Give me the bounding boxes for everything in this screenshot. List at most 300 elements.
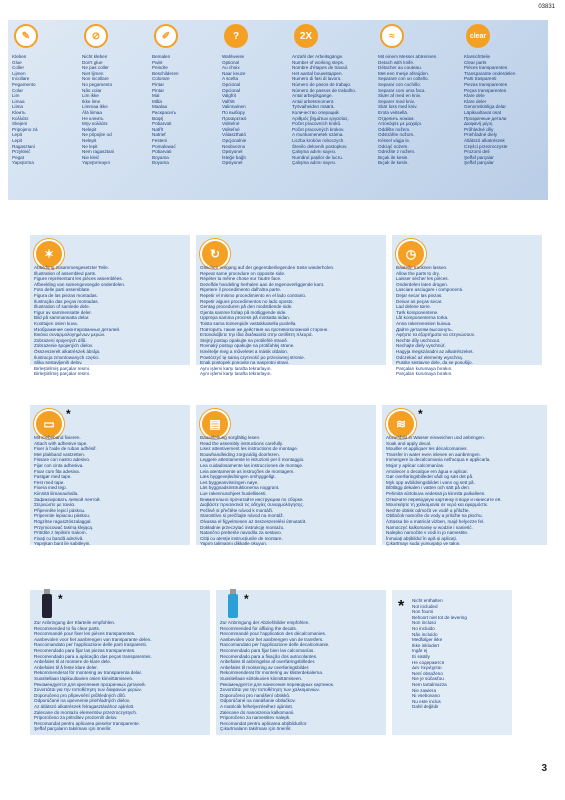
instruction-line: Διαβάστε προσεκτικά τις οδηγίες συναρμολόγησης. — [200, 502, 304, 508]
asterisk-icon: * — [398, 598, 405, 615]
instruction-line: Odporúčané na nanášanie obtlačkov. — [220, 698, 296, 704]
instruction-line: Επαναλάβετε την ίδια διαδικασία στην αντίθετη πλευρά. — [200, 332, 313, 338]
instruction-line: A matricák felhelyezéséhez ajánlott. — [220, 703, 294, 709]
legend-clear — [462, 20, 546, 200]
instruction-line: Εικόνα συναρμολογημένων μερών. — [34, 332, 106, 338]
instruction-line: Não colar — [82, 87, 102, 93]
instruction-line: Abziehbild in Wasser einweichen und anbringen. — [386, 435, 485, 440]
instruction-line: Bouwhandleiding zorgvuldig doorlezen. — [200, 451, 280, 457]
instruction-line: Recomendado para a fixação dos autocolantes. — [220, 653, 318, 659]
instruction-line: Neobvezno — [222, 143, 246, 149]
instruction-line: Naar keuze — [222, 70, 246, 76]
instruction-line: Leia atentamente as instruções de montagem. — [200, 468, 295, 474]
instruction-line: Met een mesje afsnijden. — [378, 70, 430, 76]
instruction-line: Lisez attentivement les instructions de montage. — [200, 446, 299, 452]
instruction-line: Afbeelding van samengevoegde onderdelen. — [34, 281, 126, 287]
instruction-line: Paint — [152, 59, 163, 65]
instruction-line: Αποκόψτε με μαχαίρι. — [378, 121, 423, 127]
instruction-line: Glue — [12, 59, 22, 65]
glue-tube-icon — [42, 594, 52, 618]
block-water-decal — [382, 405, 547, 545]
instruction-line: Recomendado para fijar las piezas transparentes. — [34, 647, 136, 653]
instruction-line: Az átlátszó alkatrészek felragasztásához ajánlott. — [34, 703, 135, 709]
instruction-line: Συνιστάται για την τοποθέτηση των διαφανών μερών. — [34, 687, 143, 693]
instruction-line: Maalaa — [152, 104, 168, 110]
instruction-line: Natančno preberite navodila za sestavo. — [200, 530, 282, 536]
instruction-line: Klarsichtteile — [464, 54, 491, 59]
instruction-line: Отмочите переводную картинку в воде и нанесите её. — [386, 496, 502, 502]
instruction-line: Części przezroczyste — [464, 143, 508, 149]
instruction-line: Çıkartmayı suda yumuşatıp ve takın. — [386, 541, 461, 547]
instruction-line: Zur Anbringung der Klarteile empfohlen. — [34, 620, 116, 625]
instruction-line: Μουσκέψτε τη χαλκομανία σε νερό και εφαρμόστε. — [386, 502, 489, 508]
block-not-included — [392, 590, 512, 735]
instruction-line: Választható — [222, 132, 247, 138]
instruction-line: Bıçak ile kesin. — [378, 160, 409, 166]
instruction-line: Skär loss med kniv. — [378, 104, 418, 110]
instruction-line: Läpikuultavat osat — [464, 109, 502, 115]
instruction-line: Aynı işlemi karşı tarafta tekrarlayın. — [200, 365, 272, 371]
instruction-line: Gør overføringsbilledet vådt og sæt det på. — [386, 474, 474, 480]
instruction-line: Zur Anbringung der Abziehbilder empfohlen. — [220, 620, 310, 625]
instruction-line: Изображение смонтированных деталей. — [34, 326, 121, 332]
instruction-line: Fastgør med tape. — [34, 474, 72, 480]
instruction-line: Liczba kroków roboczych. — [292, 137, 345, 143]
page-number: 3 — [541, 763, 547, 774]
instruction-line: Repeat same procedure on opposite side. — [200, 270, 286, 276]
instruction-line: Não incluído — [412, 631, 438, 637]
instruction-line: Μην κολλάτε — [82, 121, 108, 127]
asterisk-icon: * — [244, 592, 249, 606]
instruction-line: A munkamenetek száma. — [292, 132, 344, 138]
instruction-line: Lepit — [12, 132, 22, 138]
legend-optional — [220, 20, 287, 200]
instruction-line: Obtlačok namočte do vody a priložte na plochu. — [386, 513, 483, 519]
asterisk-icon: * — [66, 407, 71, 421]
instruction-line: Número de pasos de trabajo. — [292, 81, 352, 87]
instruction-line: Lim ikke — [82, 93, 99, 99]
instruction-line: Amolecer o decalque em água e aplicar. — [386, 468, 468, 474]
instruction-line: Anbefales til anbringelse af overføringsbilleder. — [220, 659, 316, 665]
instruction-line: Klare dele — [464, 93, 485, 99]
legend-paint — [150, 20, 217, 200]
instruction-line: Bauteile trocknen lassen. — [396, 265, 448, 270]
no-glue-icon: ⊘ — [84, 24, 108, 48]
block-decal-fluid — [216, 590, 386, 735]
instruction-line: Numero di fasi di lavoro. — [292, 76, 342, 82]
instruction-line: Βαφή — [152, 115, 164, 121]
instruction-line: Blötlägg dekalen i vatten och sätt på den. — [386, 485, 471, 491]
instruction-line: Limmaa ikke — [82, 104, 108, 110]
instruction-line: Priporočeno za pritrditev prozornih delov. — [34, 715, 118, 721]
instruction-line: Zalecane do nanoszenia kalkomanii. — [220, 709, 295, 715]
instruction-line: Anbefales til å feste klare deler. — [34, 664, 98, 670]
instruction-line: Olvassa el figyelmesen az összeszerelési útmutatót. — [200, 518, 307, 524]
instruction-line: Niet lijmen — [82, 70, 104, 76]
instruction-line: Starostlivo si prečítajte návod na montáž. — [200, 513, 285, 519]
instruction-line: Aynı işlemi karşı tarafta tekrarlayın. — [200, 371, 272, 377]
instruction-line: Volitelné — [222, 121, 240, 127]
instruction-line: Не клеить — [82, 115, 104, 121]
instruction-line: Figur av sammensatte deler. — [34, 309, 92, 315]
instruction-line: Raccomandato per l'applicazione delle decalcomanie. — [220, 642, 330, 648]
instruction-line: Bıçak ile kesin. — [378, 154, 409, 160]
instruction-line: Anbefales til at montere de klare dele. — [34, 659, 112, 665]
instruction-line: Nechte obtisk odmočit ve vodě a přiložte. — [386, 507, 470, 513]
instruction-line: Parti trasparenti — [464, 76, 497, 82]
instruction-line: Yapıştırmayın — [82, 160, 110, 166]
instruction-line: Colorare — [152, 76, 170, 82]
instruction-line: Ilustração das peças montadas. — [34, 298, 99, 304]
instruction-line: Pobarvati — [152, 121, 172, 127]
instruction-line: Počet pracovních kroků. — [292, 121, 342, 127]
instruction-line: Repetir el mismo procedimiento en el lado contrario. — [200, 292, 307, 298]
instruction-line: Piezas transparentes — [464, 81, 508, 87]
instruction-line: Illustration of assembled parts. — [34, 270, 97, 276]
instruction-line: Ne pripojite od — [82, 132, 112, 138]
instruction-line: Ikke lime — [82, 98, 101, 104]
instruction-line: Número de passos de trabalho. — [292, 87, 357, 93]
instruction-line: Detach with knife. — [378, 59, 415, 65]
instruction-line: Rögzítse ragasztószalaggal. — [34, 518, 92, 524]
instruction-line: Figure représentant les pièces assemblées. — [34, 276, 123, 282]
instruction-line: Klare deler — [464, 98, 487, 104]
instruction-line: Anbefales til montering av overføringsbilder. — [220, 664, 310, 670]
instruction-line: Nu este inclus — [412, 698, 441, 704]
instruction-line: Birleştirilmiş parçalar resmi. — [34, 371, 91, 377]
asterisk-icon: * — [418, 407, 423, 421]
instruction-line: Kiinnitä liimanauhalla. — [34, 490, 79, 496]
instruction-line: Met plakband vastzetten. — [34, 451, 86, 457]
instruction-line: Détacher au couteau. — [378, 65, 422, 71]
instruction-line: Voliteľné — [222, 126, 240, 132]
instruction-line: Κολλάτε — [12, 115, 29, 121]
instruction-line: Průhledné díly — [464, 126, 494, 132]
instruction-line: Recomendado para a aplicação das peças transparentes. — [34, 653, 152, 659]
instruction-line: Nechte díly uschnout. — [396, 337, 441, 343]
instruction-line: Pustite sestavne dele, da se posušijo. — [396, 360, 473, 366]
glue-icon: ✎ — [14, 24, 38, 48]
block-repeat-side — [196, 235, 386, 377]
instruction-line: Lue rakennusohjeet huolellisesti. — [200, 490, 267, 496]
instruction-line: По выбору — [222, 109, 245, 115]
instruction-line: Namoczyć kalkomanię w wodzie i nanieść. — [386, 524, 473, 530]
block-assembly — [30, 235, 190, 377]
instruction-line: Przykleić — [12, 149, 31, 155]
instruction-line: Počet pracovných krokov. — [292, 126, 345, 132]
instruction-line: Fixar com fita adesiva. — [34, 468, 80, 474]
instruction-line: Pripojeno zá — [12, 126, 38, 132]
instruction-line: Festeni — [152, 137, 168, 143]
instruction-line: Nechajte diely vyschnúť. — [396, 343, 446, 349]
instruction-line: Behoort niet tot de levering — [412, 614, 467, 620]
instruction-line: Ikke inkludert — [412, 642, 440, 648]
instruction-line: Myk opp avbildningsbildet i vann og sett på. — [386, 479, 475, 485]
instruction-line: Opsiyonel — [222, 160, 243, 166]
instruction-line: Genomskinliga delar — [464, 104, 506, 110]
paint-icon: ✐ — [154, 24, 178, 48]
instruction-line: Read the assembly instructions carefully. — [200, 440, 284, 446]
instruction-line: Onderdelen laten drogen. — [396, 281, 449, 287]
instruction-line: Pegamento — [12, 81, 36, 87]
instruction-line: Skær af med en kniv. — [378, 93, 422, 99]
instruction-line: Attach with adhesive tape. — [34, 440, 88, 446]
instruction-line: Recommended to fix clear parts. — [34, 625, 101, 631]
instruction-line: Separare con un coltello. — [378, 76, 429, 82]
instruction-line: Nicht enthalten — [412, 598, 443, 603]
block-instructions — [196, 405, 376, 545]
instruction-line: Ei sisälly — [412, 653, 430, 659]
instruction-line: Suositellaan läpikuultavien osien kiinnittämiseen. — [34, 675, 134, 681]
instruction-line: Διαφανή μέρη — [464, 121, 493, 127]
instruction-line: Laisser sécher les pièces. — [396, 276, 449, 282]
instruction-line: Recommandé pour l'application des décalcomanies. — [220, 631, 327, 637]
instruction-line: Aanbevolen voor het aanbrengen van transparante delen. — [34, 636, 152, 642]
instruction-line: Liima — [12, 104, 23, 110]
instruction-line: Nelepit — [82, 126, 97, 132]
instruction-line: Hagyja megszáradni az alkatrészeket. — [396, 348, 474, 354]
instruction-line: Pečlivě si přečtěte návod k montáži. — [200, 507, 274, 513]
instruction-line: Şeffaf parçaların takılması için önerilir. — [34, 726, 112, 732]
instruction-line: Älä liimaa — [82, 109, 102, 115]
instruction-line: Beschilderen — [152, 70, 179, 76]
instruction-line: Oddělte nožem. — [378, 126, 411, 132]
instruction-line: Separer med kniv. — [378, 98, 415, 104]
instruction-line: Raccomandato per l'applicazione delle parti trasparenti. — [34, 642, 147, 648]
instruction-line: Antal arbetsmoment. — [292, 98, 335, 104]
instruction-line: Lim — [12, 93, 20, 99]
instruction-line: Δεν περιέχεται — [412, 665, 442, 671]
instruction-line: Στερεώστε με ταινία. — [34, 502, 76, 508]
instruction-line: Gentag proceduren på den modstående side. — [200, 304, 293, 310]
clock-icon: ◷ — [396, 239, 426, 269]
repeat-icon: 2X — [294, 24, 318, 48]
legend-decal — [376, 20, 456, 200]
instruction-line: No pegamento — [82, 81, 113, 87]
instruction-line: Ingår ej — [412, 648, 428, 654]
instruction-line: Lijmen — [12, 70, 26, 76]
instruction-line: Şeffaf parçalar — [464, 154, 494, 160]
instruction-line: Non incollare — [82, 76, 109, 82]
instruction-line: Aanbevolen voor het aanbrengen van de transfers. — [220, 636, 324, 642]
instruction-line: Повторить такие же действия на противоположной стороне. — [200, 326, 329, 332]
instruction-line: Yapışkan bant ile sabitleyin. — [34, 541, 91, 547]
instruction-line: Doporučeno pro nanášení obtisků. — [220, 692, 291, 698]
instruction-line: Przymocować taśmą klejącą. — [34, 524, 94, 530]
instruction-line: Bemalen — [152, 54, 171, 59]
instruction-line: Au choix — [222, 65, 240, 71]
instruction-line: Coller — [12, 65, 24, 71]
instruction-line: Numărul pașilor de lucru. — [292, 154, 344, 160]
optional-icon: ? — [224, 24, 248, 48]
instruction-line: Slika sestavljenih delov. — [34, 360, 83, 366]
instruction-line: Pobarvati — [152, 149, 172, 155]
instruction-line: Odrežite z nožem. — [378, 149, 416, 155]
instruction-line: Αφήστε τα εξαρτήματα να στεγνώσουν. — [396, 332, 476, 338]
instruction-line: Înmuiați abțibildul în apă și aplicați. — [386, 535, 457, 541]
instruction-line: Erota veitsellä. — [378, 109, 409, 115]
asterisk-icon: * — [58, 592, 63, 606]
instruction-line: Dejar secar las piezas. — [396, 292, 443, 298]
instruction-line: Recomandat pentru aplicarea abțibildurilor. — [220, 720, 308, 726]
instruction-line: Bild på sammansatta delar. — [34, 315, 90, 321]
instruction-line: Abbildung zusammengesetzter Teile. — [34, 265, 109, 270]
instruction-line: Separar con cuchillo. — [378, 81, 421, 87]
instruction-line: Lea cuidadosamente las instrucciones de montaje. — [200, 462, 304, 468]
instruction-line: Zobrazenie spojených dielov. — [34, 343, 94, 349]
block-dry — [392, 235, 542, 377]
instruction-line: Stejný postup opakujte na protilehlé straně. — [200, 337, 289, 343]
instruction-line: Suositellaan siirtokuvien kiinnittämiseen. — [220, 675, 303, 681]
instruction-line: Fixera med tejp. — [34, 485, 67, 491]
instruction-line: Ismételje meg a műveletet a másik oldalon. — [200, 348, 289, 354]
legend-repeat — [290, 20, 370, 200]
instruction-line: Priehľadné diely — [464, 132, 498, 138]
direction-icon: ↻ — [200, 239, 230, 269]
decal-fluid-icon — [228, 594, 238, 618]
instruction-line: Yapım talimatını dikkatle okuyun. — [200, 541, 268, 547]
instruction-line: Mit Klebeband fixieren. — [34, 435, 81, 440]
instruction-line: Nombre d'étapes de travail. — [292, 65, 349, 71]
instruction-line: Отделить ножом. — [378, 115, 415, 121]
instruction-line: Bauanleitung sorgfältig lesen. — [200, 435, 261, 440]
instruction-line: Recommended for affixing the decals. — [220, 625, 298, 631]
instruction-line: Læs byggevejledningen omhyggeligt. — [200, 474, 276, 480]
instruction-line: Repetir alguns procedimentos no lado oposto. — [200, 298, 294, 304]
instruction-line: Antal arbejdsgange. — [292, 93, 333, 99]
instruction-line: Не содержится — [412, 659, 445, 665]
instruction-line: Rovnaký postup opakujte na protiľahlej strane. — [200, 343, 295, 349]
instruction-line: Powtórzyć tę samą czynność po przeciwnej stronie. — [200, 354, 305, 360]
instruction-line: Foto delle parti assemblate. — [34, 287, 91, 293]
instruction-line: Mouiller et appliquer les décalcomanies. — [386, 446, 468, 452]
legend-no-glue — [80, 20, 147, 200]
instruction-line: Ne pas coller — [82, 65, 109, 71]
instruction-line: Recommandé pour fixer les pièces transparentes. — [34, 631, 136, 637]
instruction-line: Összeszerelt alkatrészek ábrája. — [34, 348, 101, 354]
instruction-line: Késsel vágja le. — [378, 137, 411, 143]
instruction-line: Pièces transparentes — [464, 65, 508, 71]
legend-panel — [8, 20, 548, 200]
instruction-line: Doporučeno pro připevnění průhledných dílů. — [34, 692, 126, 698]
instruction-line: Parçaları kurumaya bırakın. — [396, 371, 453, 377]
instruction-line: Transparante onderdelen — [464, 70, 516, 76]
instruction-line: Recomendado para fijar bien las calcomanías. — [220, 647, 315, 653]
instruction-line: A scelta — [222, 76, 239, 82]
instruction-line: Fixați cu bandă adezivă. — [34, 535, 84, 541]
instruction-line: Nie zawiera — [412, 687, 436, 693]
instruction-line: Separar com uma faca. — [378, 87, 426, 93]
instruction-line: Deixar as peças secar. — [396, 298, 443, 304]
instruction-line: Αριθμός βημάτων εργασίας. — [292, 115, 349, 121]
instruction-line: Внимательно прочитайте инструкцию по сборке. — [200, 496, 304, 502]
instruction-line: Število delovnih postopkov. — [292, 143, 348, 149]
tape-icon: ▭ — [34, 409, 64, 439]
instruction-line: Anzahl der Arbeitsgänge. — [292, 54, 344, 59]
instruction-line: Odstráňte nožom. — [378, 132, 415, 138]
instruction-line: Nie je súčasťou — [412, 676, 444, 682]
instruction-line: Nem ragasztani — [82, 149, 115, 155]
instruction-line: Priporočeno za namestitev nalepk. — [220, 715, 291, 721]
instruction-line: Odporúčané na upevnenie priehľadných dielov. — [34, 698, 131, 704]
instruction-line: Répéter la même chose sur l'autre face. — [200, 276, 282, 282]
instruction-line: Pintar — [152, 81, 165, 87]
instruction-line: Valgfrit — [222, 93, 236, 99]
instruction-line: Toista sama toimenpide vastakkaisella puolella. — [200, 320, 297, 326]
instruction-line: Çıkartmaların takılması için önerilir. — [220, 726, 292, 732]
instruction-line: Rekommenderat för montering av transparenta delar. — [34, 670, 143, 676]
instruction-line: Soak and apply decal. — [386, 440, 432, 446]
instruction-line: Nem tartalmazza — [412, 681, 447, 687]
instruction-line: Peças transparentes — [464, 87, 507, 93]
instruction-line: Lasciare asciugare i componenti. — [396, 287, 464, 293]
instruction-line: Incollare — [12, 76, 30, 82]
instruction-line: Anna rakenneosien kuivua. — [396, 320, 452, 326]
instruction-line: Ne lepit — [82, 143, 98, 149]
instruction-line: Immergere la decalcomania nell'acqua e applicarla. — [386, 457, 491, 463]
instruction-line: Natrieť — [152, 132, 166, 138]
instruction-line: Zobrazení spojených dílů. — [34, 337, 87, 343]
instruction-line: Dahil değildir — [412, 704, 439, 710]
instruction-line: Boyama — [152, 154, 169, 160]
instruction-line: Nicht kleben — [82, 54, 108, 59]
instruction-line: Çalışma adımı sayısı. — [292, 149, 337, 155]
instruction-line: Dezelfde handeling herhalen aan de tegenoverliggende kant. — [200, 281, 325, 287]
legend-glue — [10, 20, 77, 200]
instruction-line: Rekommenderat för montering av klisterdekalerna. — [220, 670, 324, 676]
instruction-line: Mit einem Messer abtrennen. — [378, 54, 438, 59]
instruction-line: Illustration of samlede dele. — [34, 304, 90, 310]
instruction-line: Kleben — [12, 54, 27, 59]
instruction-line: Valinnainen — [222, 104, 246, 110]
instruction-line: Fixer à l'aide de ruban adhésif. — [34, 446, 97, 452]
instruction-line: Prozorni deli — [464, 149, 490, 155]
instruction-line: Рекомендуется для нанесения переводных картинок. — [220, 681, 335, 687]
water-icon: ≋ — [386, 409, 416, 439]
instruction-line: Áztassa be a matricát vízben, majd helyezze fel. — [386, 518, 485, 524]
instruction-line: Non fourni — [412, 609, 434, 615]
instruction-line: Προαιρετικό — [222, 115, 247, 121]
instruction-line: Colar — [12, 87, 23, 93]
instruction-line: Ni vsebovano — [412, 693, 440, 699]
instruction-line: Het aantal bouwstappen. — [292, 70, 343, 76]
instruction-line: Työvaiheiden määrä. — [292, 104, 335, 110]
instruction-line: Number of working steps. — [292, 59, 345, 65]
instruction-line: Peindre — [152, 65, 168, 71]
instruction-line: Tørk komponentene. — [396, 309, 439, 315]
instruction-line: Optional — [222, 59, 240, 65]
instruction-line: Lad delene tørre. — [396, 304, 431, 310]
instruction-line: Şeffaf parçalar — [464, 160, 494, 166]
instruction-line: Odczekać aż elementy wyschną. — [396, 354, 463, 360]
instruction-line: Allow the parts to dry. — [396, 270, 440, 276]
instruction-line: Läs byggnadsinstruktionerna noggrant. — [200, 485, 280, 491]
instruction-line: Gjenta samme forløp på motliggende side. — [200, 309, 287, 315]
instruction-line: Opcjonalnie — [222, 137, 247, 143]
instruction-line: Fijar con cinta adhesiva. — [34, 462, 84, 468]
instruction-line: Non incluso — [412, 620, 437, 626]
instruction-line: Fissare con nastro adesivo. — [34, 457, 91, 463]
instruction-line: Fest med tape. — [34, 479, 65, 485]
instruction-line: Leggere attentamente le istruzioni per il montaggio. — [200, 457, 305, 463]
instruction-line: Limaa — [12, 98, 25, 104]
instruction-line: Количество операций. — [292, 109, 340, 115]
instruction-line: Çalışma adımı sayısı. — [292, 160, 337, 166]
instruction-line: Дайте деталям высохнуть. — [396, 326, 453, 332]
instruction-line: Lepit — [12, 137, 22, 143]
instruction-line: Рекомендуется для крепления прозрачных деталей. — [34, 681, 146, 687]
instruction-line: Pegat — [12, 154, 25, 160]
